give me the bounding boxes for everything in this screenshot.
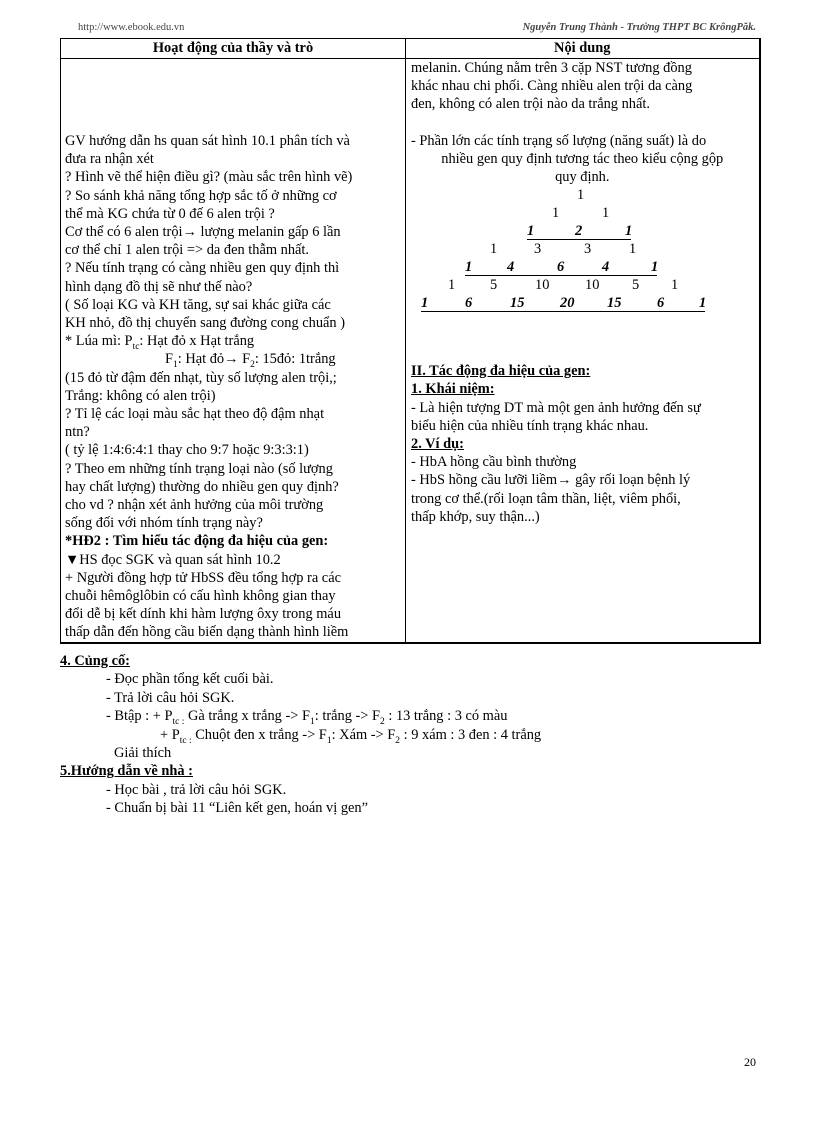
wheat-cross-line (65, 332, 400, 353)
wheat-f-line (65, 350, 400, 371)
left-line: thể mà KG chứa từ 0 đế 6 alen trội ? (65, 205, 275, 222)
right-line: khác nhau chi phối. Càng nhiều alen trội da càng (411, 78, 693, 95)
pascal-number: 15 (607, 295, 622, 312)
left-line: ? Hình vẽ thể hiện điều gì? (màu sắc trên hình vẽ) (65, 169, 353, 186)
exercise-sub: 2 (395, 735, 401, 746)
pascal-row (421, 294, 705, 312)
right-line: đen, không có alen trội nào da trắng nhất. (411, 96, 650, 113)
pascal-number: 1 (602, 205, 610, 222)
right-line: - Là hiện tượng DT mà một gen ảnh hưởng đến sự (411, 399, 701, 416)
wheat-text: : 15đỏ: 1trắng (254, 351, 336, 368)
exercise-text: : trắng -> F (314, 708, 380, 725)
right-line: nhiều gen quy định tương tác theo kiểu cộng gộp (441, 150, 724, 167)
left-line: hay chất lượng) thường do nhiều gen quy định? (65, 478, 339, 495)
pascal-row (527, 222, 631, 240)
section-2-title: II. Tác động đa hiệu của gen: (411, 363, 591, 380)
left-line: ? Theo em những tính trạng loại nào (số lượng (65, 460, 333, 477)
pascal-number: 1 (629, 241, 637, 258)
concept-title: 1. Khái niệm: (411, 381, 495, 398)
lesson-footer-sections (60, 652, 760, 818)
wheat-text: * Lúa mì: P (65, 333, 133, 350)
homework-item: - Chuẩn bị bài 11 “Liên kết gen, hoán vị gen” (106, 800, 369, 817)
pascal-number: 2 (575, 223, 583, 240)
pascal-number: 1 (527, 223, 535, 240)
lesson-table (60, 38, 761, 644)
exercise-text: : Xám -> F (331, 726, 396, 743)
pascal-number: 3 (534, 241, 542, 258)
pascal-number: 1 (671, 277, 679, 294)
left-line: Trắng: không có alen trội) (65, 387, 216, 404)
col-left-title: Hoạt động của thầy và trò (61, 39, 406, 59)
pascal-number: 4 (507, 259, 515, 276)
left-line: cơ thể chỉ 1 alen trội => da đen thẫm nhất. (65, 242, 310, 259)
pascal-number: 5 (490, 277, 498, 294)
pascal-number: 6 (557, 259, 565, 276)
left-line: ▼HS đọc SGK và quan sát hình 10.2 (65, 551, 281, 568)
left-line: (15 đỏ từ đậm đến nhạt, tùy số lượng alen trội,; (65, 369, 337, 386)
pascal-number: 6 (657, 295, 665, 312)
pascal-number: 1 (465, 259, 473, 276)
left-line: chuỗi hêmôglôbin có cấu hình không gian thay (65, 588, 336, 605)
wheat-sub: 1 (173, 360, 178, 371)
left-line: sống đối với nhóm tính trạng này? (65, 515, 263, 532)
exercise-text: : 13 trắng : 3 có màu (384, 708, 508, 725)
right-line: - HbS hồng cầu lưỡi liềm→ gây rối loạn bệnh lý (411, 472, 691, 489)
left-line: cho vd ? nhận xét ảnh hưởng của môi trường (65, 497, 324, 514)
right-line: - Phần lớn các tính trạng số lượng (năng suất) là do (411, 132, 707, 149)
pascal-number: 1 (577, 187, 585, 204)
pascal-number: 5 (632, 277, 640, 294)
exercise-sub: tc : (172, 717, 185, 728)
left-line: GV hướng dẫn hs quan sát hình 10.1 phân tích và (65, 133, 350, 149)
pascal-number: 4 (602, 259, 610, 276)
exercise-sub: 1 (326, 735, 332, 746)
right-line: - HbA hồng cầu bình thường (411, 454, 577, 471)
pascal-row (465, 258, 657, 276)
wheat-sub: 2 (250, 360, 255, 371)
header-website: http://www.ebook.edu.vn (78, 22, 185, 33)
left-line: Cơ thể có 6 alen trội→ lượng melanin gấp 6 lần (65, 224, 341, 241)
right-line: biểu hiện của nhiều tính trạng khác nhau. (411, 417, 649, 434)
homework-title: 5.Hướng dẫn về nhà : (60, 763, 193, 780)
pascal-triangle (411, 186, 754, 316)
page-header (78, 22, 756, 38)
right-line: quy định. (555, 169, 610, 186)
exercise-sub: 2 (380, 717, 385, 728)
left-line: ntn? (65, 424, 90, 441)
pascal-number: 1 (552, 205, 560, 222)
pascal-number: 10 (585, 277, 600, 294)
pascal-row (411, 204, 751, 222)
consolidation-item: - Trả lời câu hỏi SGK. (106, 689, 235, 706)
left-line: + Người đồng hợp tử HbSS đều tổng hợp ra các (65, 569, 341, 586)
right-line: melanin. Chúng nằm trên 3 cặp NST tương đồng (411, 60, 692, 76)
header-author: Nguyễn Trung Thành - Trường THPT BC KrôngPăk. (522, 22, 756, 33)
right-spacer (411, 316, 754, 362)
left-line: KH nhỏ, đồ thị chuyển sang đường cong chuẩn ) (65, 315, 345, 332)
pascal-number: 1 (651, 259, 659, 276)
exercise-text: + P (160, 726, 180, 743)
left-line: hình dạng đồ thị sẽ như thế nào? (65, 278, 253, 295)
explain-label: Giải thích (114, 745, 172, 762)
exercise-sub: tc : (179, 735, 192, 746)
content-column (406, 59, 760, 643)
pascal-number: 6 (465, 295, 473, 312)
pascal-row (411, 276, 751, 294)
wheat-text: : Hạt đỏ→ F (177, 351, 251, 368)
pascal-number: 1 (625, 223, 633, 240)
exercise-line-2 (60, 726, 760, 744)
right-line: trong cơ thể.(rối loạn tâm thần, liệt, viêm phổi, (411, 490, 681, 507)
consolidation-item: - Đọc phần tổng kết cuối bài. (106, 671, 274, 688)
right-spacer (411, 114, 754, 132)
activity-2-title: *HĐ2 : Tìm hiểu tác động đa hiệu của gen: (65, 533, 329, 550)
pascal-row (411, 186, 751, 204)
exercise-text: Gà trắng x trắng -> F (184, 708, 310, 725)
pascal-number: 1 (699, 295, 707, 312)
homework-item: - Học bài , trả lời câu hỏi SGK. (106, 781, 287, 798)
wheat-sub: tc (132, 342, 140, 353)
left-line: ( Số loại KG và KH tăng, sự sai khác giữa các (65, 296, 331, 313)
exercise-text: Chuột đen x trắng -> F (191, 726, 327, 743)
pascal-number: 3 (584, 241, 592, 258)
col-right-title: Nội dung (406, 39, 760, 59)
exercise-line-1 (60, 707, 760, 728)
left-line: đưa ra nhận xét (65, 151, 154, 168)
left-line: ? So sánh khả năng tổng hợp sắc tố ở những cơ (65, 187, 337, 204)
left-line: thấp dẫn đến hồng cầu biến dạng thành hình liềm (65, 624, 349, 641)
page-number: 20 (744, 1055, 756, 1069)
pascal-number: 15 (510, 295, 525, 312)
teacher-student-activity (61, 59, 406, 643)
left-line: ( tỷ lệ 1:4:6:4:1 thay cho 9:7 hoặc 9:3:3:1) (65, 442, 309, 459)
pascal-number: 1 (421, 295, 429, 312)
exercise-text: - Btập : + P (106, 708, 173, 725)
pascal-number: 1 (448, 277, 456, 294)
pascal-number: 1 (490, 241, 498, 258)
exercise-sub: 1 (309, 717, 315, 728)
exercise-text: : 9 xám : 3 đen : 4 trắng (400, 726, 542, 743)
consolidation-title: 4. Củng cố: (60, 653, 130, 669)
pascal-number: 20 (560, 295, 575, 312)
example-title: 2. Ví dụ: (411, 436, 464, 453)
pascal-row (411, 240, 751, 258)
right-line: thấp khớp, suy thận...) (411, 508, 540, 525)
left-line: ? Tỉ lệ các loại màu sắc hạt theo độ đậm nhạt (65, 406, 325, 423)
wheat-text: : Hạt đỏ x Hạt trắng (139, 333, 255, 350)
left-line: ? Nếu tính trạng có càng nhiều gen quy định thì (65, 260, 340, 277)
wheat-text: F (165, 351, 174, 368)
pascal-number: 10 (535, 277, 550, 294)
left-line: đổi dễ bị kết dính khi hàm lượng ôxy trong máu (65, 606, 342, 623)
left-spacer (65, 59, 400, 132)
